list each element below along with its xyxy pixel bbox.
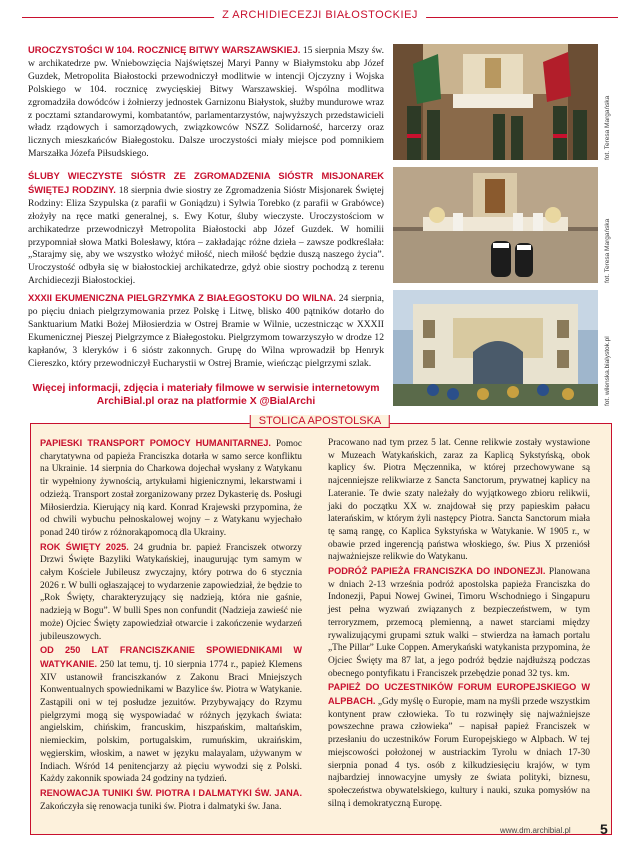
section-header-archdiocese <box>22 8 618 26</box>
article-pielgrzymka-wilno <box>28 292 384 370</box>
article-bitwa-warszawska <box>28 44 384 161</box>
holy-see-column-left <box>40 437 302 814</box>
news-item <box>40 541 302 644</box>
footer-url: www.dm.archibial.pl <box>500 826 571 835</box>
page-number: 5 <box>600 821 608 837</box>
more-info-note: Więcej informacji, zdjęcia i materiały filmowe w serwisie internetowym ArchiBial.pl oraz na platformie X @BialArchi <box>32 383 380 407</box>
news-body: Planowana w dniach 2-13 września podróż apostolska papieża Franciszka do Indonezji, Papui Nowej Gwinei, Timoru Wschodniego i Singapuru jest pełna wyzwań związanych z bezpieczeństwem, w tym terroryzmem, przemocą plemienną, a nawet starciami między rywalizującymi grupami sztuk walki – stwierdza na łamach portalu „The Pillar” Luke Coppen. Amerykański watykanista przypomina, że Ojciec Święty ma 87 lat, a jego podróż będzie najdłuższą podczas obecnego pontyfikatu i Franciszek przebędzie ponad 32 tys. km. <box>328 567 590 679</box>
section-title: Z ARCHIDIECEZJI BIAŁOSTOCKIEJ <box>214 9 426 21</box>
news-item <box>328 565 590 680</box>
article-title: ŚLUBY WIECZYSTE SIÓSTR ZE ZGROMADZENIA SIÓSTR MISJONAREK ŚWIĘTEJ RODZINY. <box>28 170 384 195</box>
article-body: 15 sierpnia Mszy św. w archikatedrze pw. Wniebowzięcia Najświętszej Maryi Panny w Białymstoku abp Józef Guzdek, Metropolita Białostocki przewodniczył modlitwie w intencji Ojczyzny i Wojska Polskiego w 104. rocznicę zwycięskiej Bitwy Warszawskiej. Wspólna modlitwa zgromadziła dowódców i żołnierzy jednostek Garnizonu Białystok, służby mundurowe wraz z pocztami sztandarowymi, kombatantów, parlamentarzystów, najwyższych przedstawicieli władz rządowych i samorządowych, związkowców NSZZ Solidarność, harcerzy oraz licznych mieszkańców Białegostoku. Dalsze uroczystości miały miejsce pod pomnikiem Marszałka Józefa Piłsudskiego. <box>28 45 385 160</box>
photo-credit: fot. Teresa Margańska <box>604 95 611 160</box>
article-sluby-wieczyste <box>28 170 384 288</box>
section-title: STOLICA APOSTOLSKA <box>250 415 390 428</box>
news-item <box>328 681 590 810</box>
photo-cathedral-soldiers <box>393 44 598 160</box>
news-title: OD 250 LAT FRANCISZKANIE SPOWIEDNIKAMI W WATYKANIE. <box>40 645 302 669</box>
article-body: 24 sierpnia, po pięciu dniach pielgrzymowania przez Polskę i Litwę, blisko 400 pątników dotarło do Sanktuarium Matki Bożej Miłosierdzia w Ostrej Bramie w Wilnie, uczestnicząc w XXXII Ekumenicznej Pieszej Pielgrzymce z Białegostoku. Pielgrzymom towarzyszyło w drodze 12 kapłanów, 3 kleryków i 6 sióstr zakonnych. Grupę do Wilna wprowadził bp Henryk Ciereszko, który przewodniczył Eucharystii w Ostrej Bramie, wieńcząc pielgrzymi szlak. <box>28 293 384 369</box>
article-body: 18 sierpnia dwie siostry ze Zgromadzenia Sióstr Misjonarek Świętej Rodziny: Eliza Szypulska (z parafii w Goniądzu) i Sylwia Torebko (z parafii w Grabówce) złożyły na ręce matki generalnej, s. Ewy Kotur, śluby wieczyste. Uroczystościom w archikatedrze przewodniczył Metropolita Białostocki abp Józef Guzdek. W homilii przypomniał słowa Matki Bolesławy, która – zakładając różne dzieła – zawsze podkreślała: „Starajmy się, aby we wszystko włożyć miłość, niech miłość będzie duszą naszego życia”. Uroczystość odbyła się w białostockiej archikatedrze, gdyż obie siostry pochodzą z terenu Archidiecezji Białostockiej. <box>28 184 384 287</box>
news-title: RENOWACJA TUNIKI ŚW. PIOTRA I DALMATYKI ŚW. JANA. <box>40 787 302 798</box>
news-item <box>40 437 302 540</box>
news-title: PODRÓŻ PAPIEŻA FRANCISZKA DO INDONEZJI. <box>328 566 546 577</box>
news-title: ROK ŚWIĘTY 2025. <box>40 541 129 552</box>
photo-ostra-brama <box>393 290 598 406</box>
news-item <box>40 644 302 786</box>
news-item <box>40 787 302 813</box>
photo-credit: fot. wilenska.bialystok.pl <box>604 336 611 406</box>
news-title: PAPIEŻ DO UCZESTNIKÓW FORUM EUROPEJSKIEGO W ALPBACH. <box>328 682 590 707</box>
news-title: PAPIESKI TRANSPORT POMOCY HUMANITARNEJ. <box>40 438 271 448</box>
news-body: Pomoc charytatywna od papieża Franciszka dotarła w samo serce konfliktu na Ukrainie. 14 sierpnia do Charkowa dojechał wysłany z Watykanu tir wypełniony żywnością, artykułami higienicznymi, lekarstwami i odzieżą. Transport został zorganizowany przez Dykasterię ds. Posługi Miłosierdzia. Kierujący nią kard. Konrad Krajewski przypomina, że od chwili wybuchu pełnoskalowej wojny – z Watykanu wyjechało ponad 240 tirów z różnorakąpomocą dla Ukrainy. <box>40 439 302 538</box>
news-body: 250 lat temu, tj. 10 sierpnia 1774 r., papież Klemens XIV ustanowił franciszkanów z Zakonu Braci Mniejszych Konwentualnych spowiednikami w Bazylice św. Piotra w Watykanie. Zastąpili oni w tej posłudze jezuitów. Przybywający do Rzymu pielgrzymi mogą się wyspowiadać w różnych językach świata: angielskim, chińskim, francuskim, hiszpańskim, maltańskim, niemieckim, polskim, portugalskim, rumuńskim, ukraińskim, węgierskim, włoskim, a nawet w języku malayalam, używanym w Indiach. Wśród 14 penitencjarzy aż pięciu wywodzi się z Polski. Każdy zakonnik spowiada 24 godziny na tydzień. <box>40 659 302 785</box>
news-body: Pracowano nad tym przez 5 lat. Cenne relikwie zostały wystawione w Muzeach Watykańskich, zaraz za Kaplicą Sykstyńską, obok kaplicy św. Piotra Męczennika, w której przechowywane są najcenniejsze relikwiarze z Sancta Sanctorum, prywatnej kaplicy na Lateranie. Te dwie szaty należały do wyjątkowego zbioru relikwii, jaki do początku XX w. znajdował się przy papieskim pałacu laterańskim, w którym żyli następcy Piotra. Sancta Sanctorum miała tę samą rangę, co Kaplica Sykstyńska w Watykanie. W 1905 r., w obawie przed ingerencją państwa włoskiego, św. Pius X przeniósł najważniejsze relikwie do Watykanu. <box>328 438 590 563</box>
photo-credit: fot. Teresa Margańska <box>604 218 611 283</box>
holy-see-column-right <box>328 437 590 811</box>
section-header-holy-see <box>30 415 610 431</box>
news-item <box>328 437 590 564</box>
news-body: 24 grudnia br. papież Franciszek otworzy Drzwi Święte Bazyliki Watykańskiej, inaugurując tym samym w całym Kościele Jubileusz zwyczajny, który potrwa do 6 stycznia 2026 r. W bulli ogłaszającej to wydarzenie zapowiedział, że będzie to „Rok Święty, charakteryzujący się nadzieją, która nie gaśnie, nadzieją w Bogu”. W bulli Spes non confundit (Nadzieja zawieść nie może) Ojciec Święty zapowiedział otwarcie i zakończenie wydarzeń jubileuszowych. <box>40 542 302 642</box>
news-body: „Gdy myślę o Europie, mam na myśli przede wszystkim kontynent praw człowieka. To tu rozwinęły się najważniejsze powszechne prawa człowieka” – napisał papież Franciszek w przesłaniu do uczestników Forum Europejskiego w Alpbach. W tej miejscowości położonej w austriackim Tyrolu w dniach 17-30 sierpnia ponad 4 tys. osób z kilkudziesięciu krajów, w tym najbardziej innowacyjne umysły ze świata polityki, biznesu, społeczeństwa obywatelskiego, kultury i nauki, szuka pomysłów na silną i demokratyczną Europę. <box>328 697 590 809</box>
photo-vows-ceremony <box>393 167 598 283</box>
article-title: UROCZYSTOŚCI W 104. ROCZNICĘ BITWY WARSZAWSKIEJ. <box>28 44 301 55</box>
article-title: XXXII EKUMENICZNA PIELGRZYMKA Z BIAŁEGOSTOKU DO WILNA. <box>28 292 336 303</box>
news-body: Zakończyła się renowacja tuniki św. Piotra i dalmatyki św. Jana. <box>40 801 282 812</box>
